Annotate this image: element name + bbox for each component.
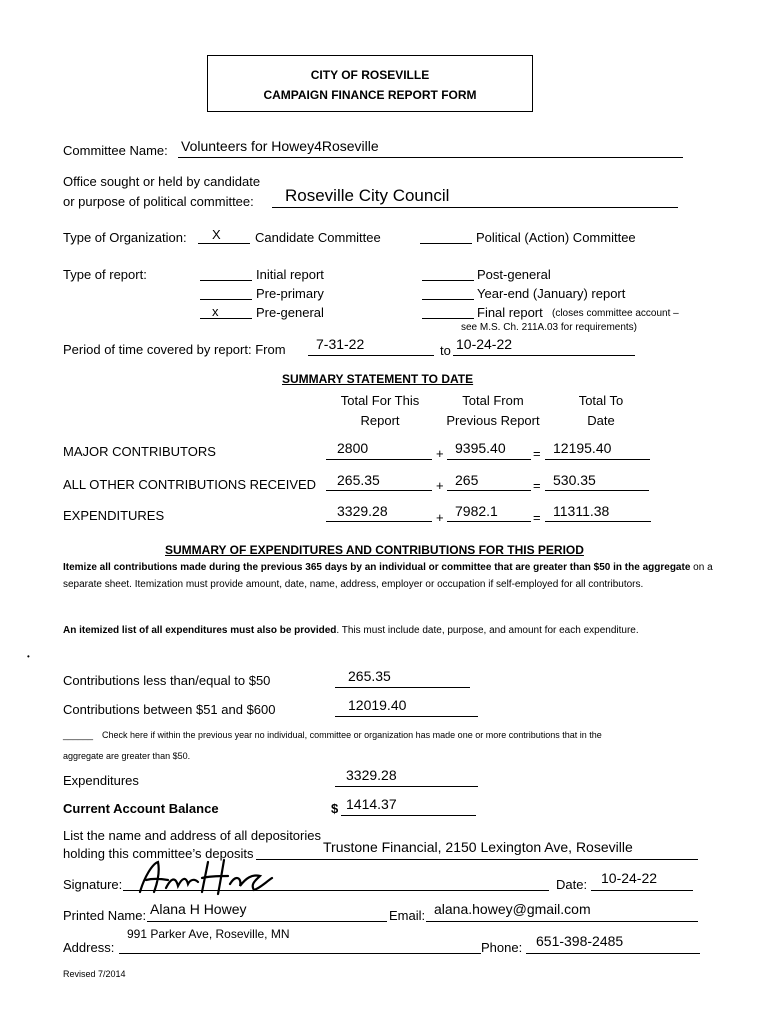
- other-prev-value[interactable]: 265: [455, 472, 479, 488]
- email-line: [426, 921, 698, 922]
- balance-dollar: $: [331, 801, 339, 816]
- major-prev-line: [447, 459, 531, 460]
- col-this-report-l2: Report: [360, 413, 400, 428]
- initial-report-label: Initial report: [256, 267, 324, 282]
- printed-name-label: Printed Name:: [63, 908, 147, 923]
- major-equals: =: [533, 446, 541, 461]
- email-label: Email:: [389, 908, 426, 923]
- other-this-line: [326, 490, 432, 491]
- other-total-value[interactable]: 530.35: [553, 472, 596, 488]
- office-line: [272, 207, 678, 208]
- exp-total-value[interactable]: 11311.38: [553, 503, 610, 519]
- exp-this-value[interactable]: 3329.28: [337, 503, 388, 519]
- period-to-line: [453, 355, 635, 356]
- office-label-line2: or purpose of political committee:: [63, 194, 254, 209]
- period-from-line: [308, 355, 434, 356]
- form-title: CAMPAIGN FINANCE REPORT FORM: [263, 88, 477, 102]
- postgeneral-label: Post-general: [477, 267, 551, 282]
- final-report-note: (closes committee account –: [552, 308, 679, 319]
- itemize-expenditures-bold: An itemized list of all expenditures must also be provided: [63, 625, 337, 636]
- contributions-lt50-label: Contributions less than/equal to $50: [63, 673, 271, 688]
- major-total-line: [545, 459, 650, 460]
- signature-label: Signature:: [63, 877, 123, 892]
- political-committee-blank[interactable]: [420, 243, 472, 244]
- major-total-value[interactable]: 12195.40: [553, 440, 612, 456]
- committee-name-value[interactable]: Volunteers for Howey4Roseville: [181, 138, 379, 154]
- major-contributors-label: MAJOR CONTRIBUTORS: [63, 444, 216, 459]
- summary-title: SUMMARY STATEMENT TO DATE: [282, 372, 474, 386]
- date-line: [591, 890, 693, 891]
- contributions-lt50-value[interactable]: 265.35: [348, 668, 391, 684]
- col-this-report-l1: Total For This: [340, 393, 420, 408]
- postgeneral-blank[interactable]: [422, 280, 474, 281]
- address-label: Address:: [63, 940, 115, 955]
- col-total-l2: Date: [587, 413, 615, 428]
- office-label-line1: Office sought or held by candidate: [63, 174, 261, 189]
- expenditures-amount-line: [335, 786, 478, 787]
- preprimary-blank[interactable]: [200, 299, 252, 300]
- city-title: CITY OF ROSEVILLE: [310, 68, 430, 82]
- contributions-range-label: Contributions between $51 and $600: [63, 702, 276, 717]
- committee-name-label: Committee Name:: [63, 143, 168, 158]
- exp-plus: +: [436, 510, 444, 525]
- itemize-contributions-rest: on a separate sheet. Itemization must provide amount, date, name, address, employer or occupation if self-employed for all contributors.: [63, 562, 713, 590]
- pregeneral-blank: [200, 318, 252, 319]
- preprimary-label: Pre-primary: [256, 286, 324, 301]
- exp-prev-value[interactable]: 7982.1: [455, 503, 498, 519]
- other-prev-line: [447, 490, 531, 491]
- balance-label: Current Account Balance: [63, 801, 219, 816]
- exp-prev-line: [447, 521, 531, 522]
- contributions-range-value[interactable]: 12019.40: [348, 697, 407, 713]
- org-type-label: Type of Organization:: [63, 230, 187, 245]
- col-total-l1: Total To: [578, 393, 624, 408]
- printed-name-value[interactable]: Alana H Howey: [150, 901, 247, 917]
- no-contributions-check-text-2: aggregate are greater than $50.: [63, 751, 191, 761]
- exp-equals: =: [533, 510, 541, 525]
- candidate-committee-label: Candidate Committee: [255, 230, 381, 245]
- phone-label: Phone:: [481, 940, 523, 955]
- pregeneral-mark[interactable]: x: [212, 304, 219, 319]
- expenditures-label: EXPENDITURES: [63, 508, 165, 523]
- email-value[interactable]: alana.howey@gmail.com: [434, 901, 591, 917]
- address-line: [119, 953, 481, 954]
- form-title-box: [207, 55, 533, 112]
- depositories-line: [256, 859, 698, 860]
- exp-total-line: [545, 521, 651, 522]
- itemize-contributions-text: [63, 559, 713, 593]
- other-equals: =: [533, 478, 541, 493]
- revised-note: Revised 7/2014: [63, 969, 126, 979]
- other-contributions-label: ALL OTHER CONTRIBUTIONS RECEIVED: [63, 477, 317, 492]
- political-committee-label: Political (Action) Committee: [476, 230, 636, 245]
- itemize-expenditures-text: [63, 622, 713, 639]
- period-label: Period of time covered by report: From: [63, 342, 286, 357]
- date-value[interactable]: 10-24-22: [601, 870, 658, 886]
- other-this-value[interactable]: 265.35: [337, 472, 380, 488]
- final-report-note-2: see M.S. Ch. 211A.03 for requirements): [461, 322, 638, 333]
- handwritten-signature[interactable]: [132, 858, 282, 898]
- major-this-value[interactable]: 2800: [337, 440, 369, 456]
- depositories-label-l2: holding this committee’s deposits: [63, 846, 254, 861]
- depositories-value[interactable]: Trustone Financial, 2150 Lexington Ave, Roseville: [323, 839, 633, 855]
- committee-name-line: [178, 157, 683, 158]
- major-plus: +: [436, 446, 444, 461]
- balance-value[interactable]: 1414.37: [346, 796, 397, 812]
- stray-bullet: •: [27, 652, 30, 661]
- contributions-range-line: [335, 716, 478, 717]
- no-contributions-check-text: Check here if within the previous year no individual, committee or organization has made one or more contributions that in the: [102, 730, 602, 740]
- period-to-value[interactable]: 10-24-22: [456, 336, 513, 352]
- itemize-contributions-bold: Itemize all contributions made during the previous 365 days by an individual or committee that are greater than $50 in the aggregate: [63, 562, 691, 573]
- period-summary-title: SUMMARY OF EXPENDITURES AND CONTRIBUTIONS FOR THIS PERIOD: [165, 543, 584, 557]
- initial-report-blank[interactable]: [200, 280, 252, 281]
- expenditures-amount-value[interactable]: 3329.28: [346, 767, 397, 783]
- itemize-expenditures-rest: . This must include date, purpose, and amount for each expenditure.: [336, 625, 639, 636]
- col-previous-l1: Total From: [462, 393, 524, 408]
- contributions-lt50-line: [335, 687, 470, 688]
- major-prev-value[interactable]: 9395.40: [455, 440, 506, 456]
- final-report-label: Final report: [477, 305, 543, 320]
- yearend-blank[interactable]: [422, 299, 474, 300]
- other-total-line: [545, 490, 649, 491]
- col-previous-l2: Previous Report: [446, 413, 540, 428]
- report-type-label: Type of report:: [63, 267, 147, 282]
- exp-this-line: [326, 521, 432, 522]
- pregeneral-label: Pre-general: [256, 305, 324, 320]
- expenditures-amount-label: Expenditures: [63, 773, 139, 788]
- candidate-committee-mark[interactable]: X: [212, 227, 221, 242]
- no-contributions-check-blank[interactable]: ______: [63, 730, 94, 740]
- major-this-line: [326, 459, 432, 460]
- other-plus: +: [436, 478, 444, 493]
- depositories-label-l1: List the name and address of all depositories: [63, 828, 321, 843]
- period-to-label: to: [440, 343, 451, 358]
- phone-line: [526, 953, 700, 954]
- phone-value[interactable]: 651-398-2485: [536, 933, 624, 949]
- candidate-committee-blank: [198, 243, 250, 244]
- printed-name-line: [147, 921, 387, 922]
- date-label: Date:: [556, 877, 588, 892]
- office-value[interactable]: Roseville City Council: [285, 186, 450, 205]
- address-value[interactable]: 991 Parker Ave, Roseville, MN: [127, 927, 290, 941]
- yearend-label: Year-end (January) report: [477, 286, 626, 301]
- final-report-blank[interactable]: [422, 318, 474, 319]
- balance-line: [341, 815, 476, 816]
- period-from-value[interactable]: 7-31-22: [316, 336, 365, 352]
